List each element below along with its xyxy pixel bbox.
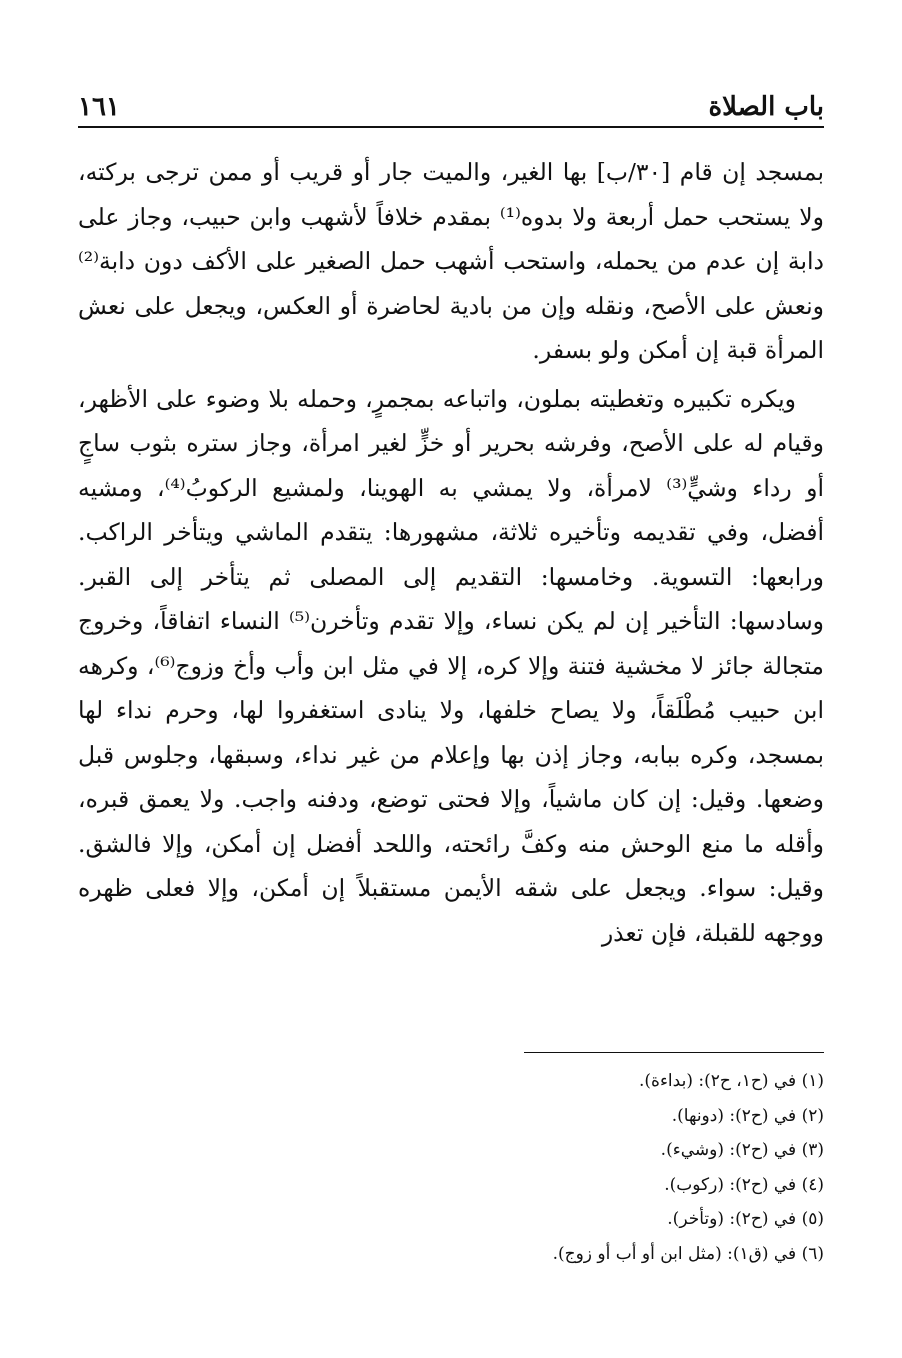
footnotes-list [78,1064,824,1271]
footnote-divider [524,1052,824,1053]
paragraph-1: بمسجد إن قام [٣٠/ب] بها الغير، والميت جار أو قريب أو ممن ترجى بركته، ولا يستحب حمل أربعة ولا بدوه⁽¹⁾ بمقدم خلافاً لأشهب وابن حبيب، وجاز على دابة إن عدم من يحمله، واستحب أشهب حمل الصغير على الأكف دون دابة⁽²⁾ ونعش على الأصح، ونقله وإن من بادية لحاضرة أو العكس، ويجعل على نعش المرأة قبة إن أمكن ولو بسفر. [78,158,825,364]
footnote-6: (٦) في (ق١): (مثل ابن أو أب أو زوج). [552,1243,824,1264]
paragraph-2: ويكره تكبيره وتغطيته بملون، واتباعه بمجمرٍ، وحمله بلا وضوء على الأظهر، وقيام له على الأصح، وفرشه بحرير أو خزٍّ لغير امرأة، وجاز ستره بثوب ساجٍ أو رداء وشيٍّ⁽³⁾ لامرأة، ولا يمشي به الهوينا، ولمشيع الركوبُ⁽⁴⁾، ومشيه أفضل، وفي تقديمه وتأخيره ثلاثة، مشهورها: يتقدم الماشي ويتأخر الراكب. ورابعها: التسوية. وخامسها: التقديم إلى المصلى ثم يتأخر إلى القبر. وسادسها: التأخير إن لم يكن نساء، وإلا تقدم وتأخرن⁽⁵⁾ النساء اتفاقاً، وخروج متجالة جائز لا مخشية فتنة وإلا كره، إلا في مثل ابن وأب وأخ وزوج⁽⁶⁾، وكرهه ابن حبيب مُطْلَقاً، ولا يصاح خلفها، ولا ينادى استغفروا لها، وحرم نداء لها بمسجد، وكره ببابه، وجاز إذن بها وإعلام من غير نداء، وسبقها، وجلوس قبل وضعها. وقيل: إن كان ماشياً، وإلا فحتى توضع، ودفنه واجب. ولا يعمق قبره، وأقله ما منع الوحش منه وكفَّ رائحته، واللحد أفضل إن أمكن، وإلا فالشق. وقيل: سواء. ويجعل على شقه الأيمن مستقبلاً إن أمكن، وإلا فعلى ظهره ووجهه للقبلة، فإن تعذر [78,384,825,947]
main-text [78,150,824,955]
footnote-4: (٤) في (ح٢): (ركوب). [664,1174,824,1195]
page-header [78,82,824,128]
footnote-2: (٢) في (ح٢): (دونها). [671,1105,824,1126]
footnote-5: (٥) في (ح٢): (وتأخر). [667,1209,824,1229]
chapter-title: باب الصلاة [708,92,824,122]
footnote-3: (٣) في (ح٢): (وشيء). [660,1140,824,1160]
footnote-1: (١) في (ح١، ح٢): (بداءة). [639,1071,824,1091]
page-number: ١٦١ [78,92,120,122]
